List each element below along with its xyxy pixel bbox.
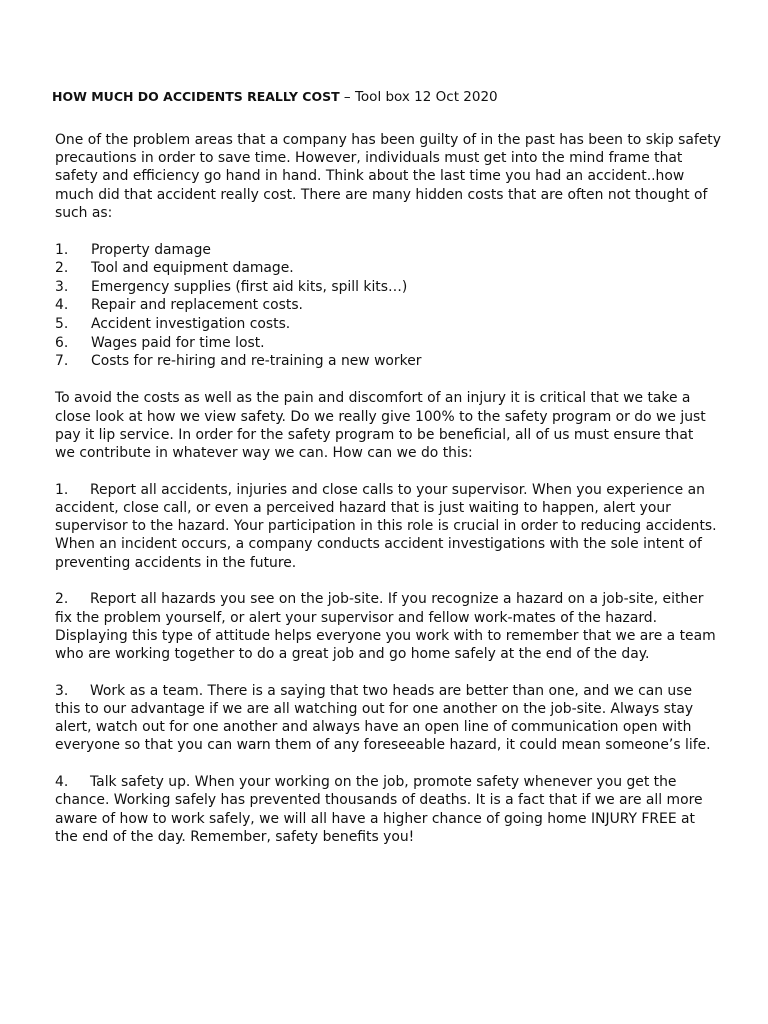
point-paragraph bbox=[55, 682, 725, 755]
point-text: Work as a team. There is a saying that two heads are better than one, and we can use this to our advantage if we are all watching out for one another on the job-site. Always stay alert, watch out for one another and always have an open line of communication open with everyone so that you can warn them of any foreseeable hazard, it could mean someone’s life. bbox=[55, 682, 711, 754]
point-paragraph bbox=[55, 590, 725, 663]
cost-text: Emergency supplies (first aid kits, spill kits…) bbox=[91, 278, 408, 295]
point-number: 3. bbox=[55, 682, 69, 699]
cost-number: 2. bbox=[55, 260, 69, 277]
point-number: 4. bbox=[55, 774, 69, 791]
document-title bbox=[52, 88, 498, 106]
avoid-paragraph: To avoid the costs as well as the pain and discomfort of an injury it is critical that we take a close look at how we view safety. Do we really give 100% to the safety program or do we just pay it lip service. In order for the safety program to be beneficial, all of us must ensure that we contribute in whatever way we can. How can we do this: bbox=[55, 390, 706, 461]
point-text: Talk safety up. When your working on the job, promote safety whenever you get the chance. Working safely has prevented thousands of deaths. It is a fact that if we are all more aware of how to work safely, we will all have a higher chance of going home INJURY FREE at the end of the day. Remember, safety benefits you! bbox=[55, 774, 703, 845]
cost-text: Costs for re-hiring and re-training a new worker bbox=[91, 353, 422, 370]
cost-number: 5. bbox=[55, 315, 69, 332]
point-number: 2. bbox=[55, 591, 69, 608]
cost-number: 3. bbox=[55, 278, 69, 295]
point-paragraph bbox=[55, 481, 725, 572]
cost-number: 6. bbox=[55, 334, 69, 351]
intro-paragraph: One of the problem areas that a company has been guilty of in the past has been to skip safety precautions in order to save time. However, individuals must get into the mind frame that safety and efficiency go hand in hand. Think about the last time you had an accident..how much did that accident really cost. There are many hidden costs that are often not thought of such as: bbox=[55, 132, 721, 221]
cost-text: Tool and equipment damage. bbox=[91, 260, 294, 277]
title-heading: HOW MUCH DO ACCIDENTS REALLY COST bbox=[52, 89, 340, 104]
title-subtitle: – Tool box 12 Oct 2020 bbox=[339, 89, 498, 105]
point-number: 1. bbox=[55, 481, 69, 498]
cost-list bbox=[55, 241, 725, 371]
point-text: Report all hazards you see on the job-site. If you recognize a hazard on a job-site, either fix the problem yourself, or alert your supervisor and fellow work-mates of the hazard. Displaying this type of attitude helps everyone you work with to remember that we are a team who are working together to do a great job and go home safely at the end of the day. bbox=[55, 591, 716, 662]
cost-list-item bbox=[55, 241, 725, 260]
cost-number: 7. bbox=[55, 353, 69, 370]
cost-text: Property damage bbox=[91, 241, 211, 258]
cost-list-item bbox=[55, 278, 725, 297]
cost-number: 4. bbox=[55, 297, 69, 314]
point-text: Report all accidents, injuries and close calls to your supervisor. When you experience an accident, close call, or even a perceived hazard that is just waiting to happen, alert your supervisor to the hazard. Your participation in this role is crucial in order to reducing accidents. When an incident occurs, a company conducts accident investigations with the sole intent of preventing accidents in the future. bbox=[55, 481, 717, 571]
cost-text: Accident investigation costs. bbox=[91, 315, 291, 332]
point-paragraph bbox=[55, 773, 725, 846]
cost-list-item bbox=[55, 296, 725, 315]
cost-list-item bbox=[55, 352, 725, 371]
document-body bbox=[55, 131, 725, 865]
cost-list-item bbox=[55, 259, 725, 278]
cost-text: Wages paid for time lost. bbox=[91, 334, 265, 351]
cost-text: Repair and replacement costs. bbox=[91, 297, 303, 314]
cost-list-item bbox=[55, 334, 725, 353]
cost-number: 1. bbox=[55, 241, 69, 258]
cost-list-item bbox=[55, 315, 725, 334]
